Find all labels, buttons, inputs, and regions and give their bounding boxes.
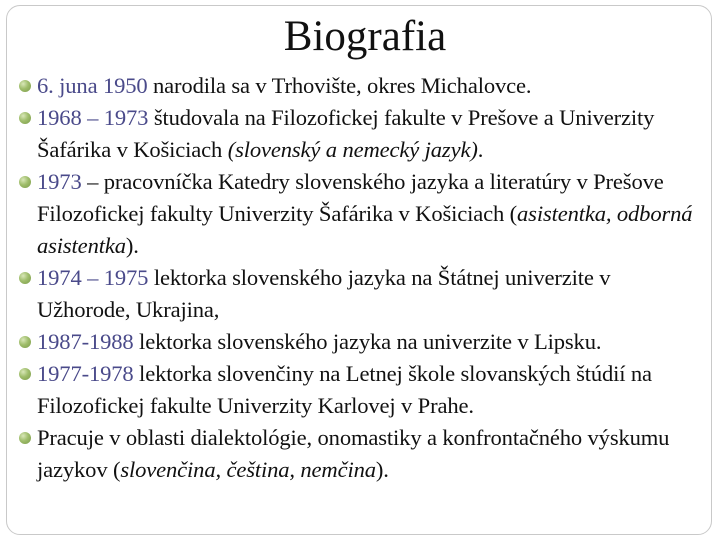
list-item [14,70,704,102]
bullet-icon [19,336,31,348]
item-text-end: . [477,137,484,162]
item-italic: (slovenský a nemecký jazyk) [227,137,478,162]
item-text: narodila sa v Trhovište, okres Michalovce. [147,73,532,98]
list-item [14,326,704,358]
bullet-icon [19,112,31,124]
item-text: lektorka slovenského jazyka na Štátnej univerzite v Užhorode, Ukrajina, [37,265,611,322]
bullet-icon [19,432,31,444]
item-text: študovala na Filozofickej fakulte v Prešove a Univerzity Šafárika v Košiciach [37,105,655,162]
item-text-end: ). [125,233,139,258]
item-text-end: ). [375,457,389,482]
item-date: 1973 [37,169,82,194]
item-italic: asistentka, odborná asistentka [37,201,693,258]
item-date: 1977-1978 [37,361,134,386]
list-item [14,358,704,422]
item-date: 1974 – 1975 [37,265,149,290]
item-text: – pracovníčka Katedry slovenského jazyka a literatúry v Prešove Filozofickej fakulty Univerzity Šafárika v Košiciach ( [37,169,664,226]
bullet-icon [19,176,31,188]
bullet-list [14,70,704,486]
item-date: 6. juna 1950 [37,73,148,98]
bullet-icon [19,368,31,380]
item-text: Pracuje v oblasti dialektológie, onomastiky a konfrontačného výskumu jazykov ( [37,425,670,482]
slide-title: Biografia [283,13,447,60]
list-item [14,422,704,486]
item-date: 1987-1988 [37,329,134,354]
bullet-icon [19,272,31,284]
item-text: lektorka slovenčiny na Letnej škole slovanských štúdií na Filozofickej fakulte Univerzity Karlovej v Prahe. [37,361,652,418]
list-item [14,102,704,166]
list-item [14,166,704,262]
item-date: 1968 – 1973 [37,105,149,130]
item-italic: slovenčina, čeština, nemčina [120,457,376,482]
bullet-icon [19,80,31,92]
list-item [14,262,704,326]
item-text: lektorka slovenského jazyka na univerzite v Lipsku. [133,329,602,354]
